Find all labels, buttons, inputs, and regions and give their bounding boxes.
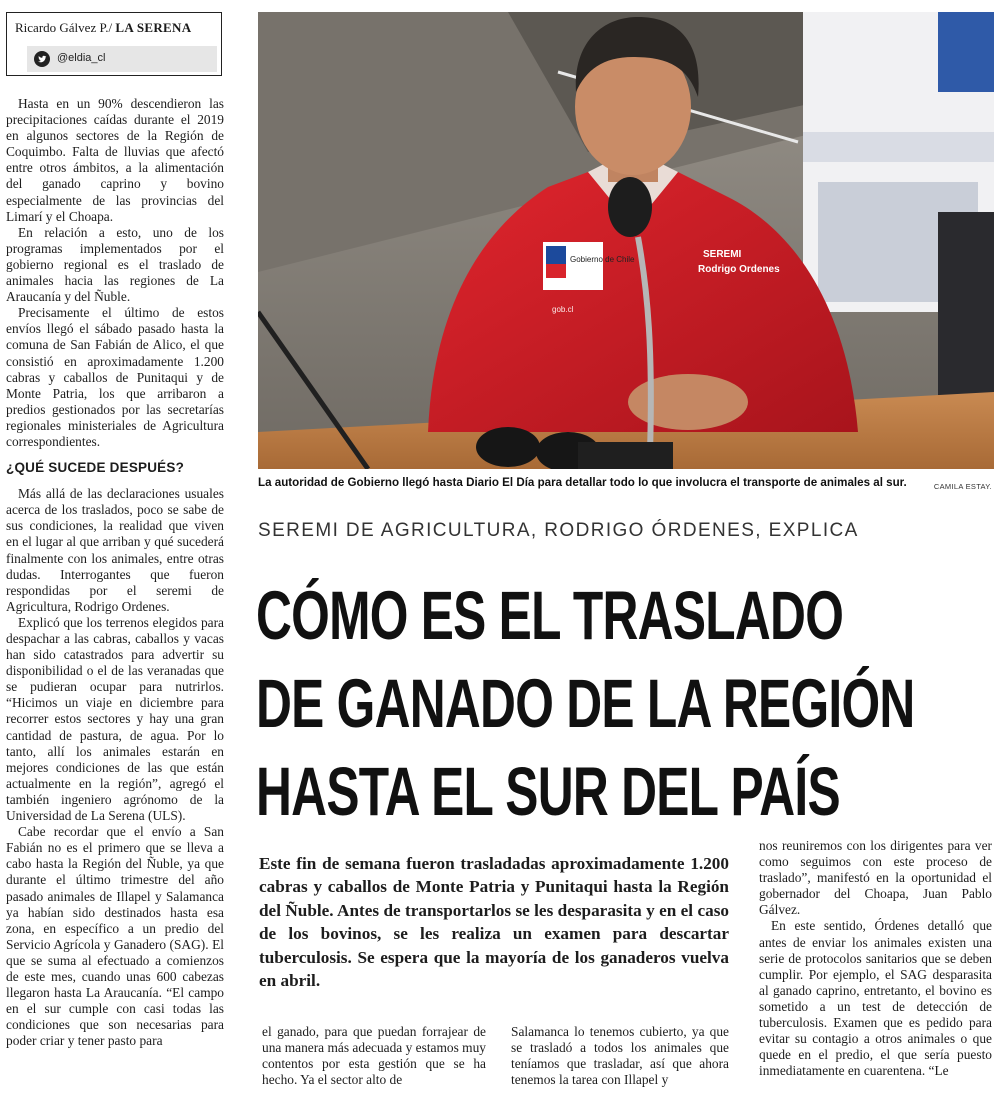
- headline: [256, 572, 915, 836]
- headline-line: DE GANADO DE LA REGIÓN: [256, 665, 915, 742]
- subheading: ¿QUÉ SUCEDE DESPUÉS?: [6, 460, 185, 476]
- paragraph: nos reuniremos con los dirigentes para ver como seguimos con este proceso de traslado”, manifestó en la oportunidad el gobernador del Choapa, Juan Pablo Gálvez.: [759, 838, 992, 918]
- paragraph: Hasta en un 90% descendieron las precipitaciones caídas durante el 2019 en algunos sectores de la Región de Coquimbo. Falta de lluvias que afectó entre otros ámbitos, a la alimentación del ganado caprino y bovino especialmente de las provincias del Limarí y el Choapa.: [6, 96, 224, 224]
- kicker: SEREMI DE AGRICULTURA, RODRIGO ÓRDENES, EXPLICA: [258, 520, 859, 541]
- jacket-name-line2: Rodrigo Ordenes: [698, 264, 780, 275]
- byline-box: [6, 12, 222, 76]
- photo-caption: La autoridad de Gobierno llegó hasta Diario El Día para detallar todo lo que involucra el transporte de animales al sur.: [258, 476, 907, 489]
- bottom-column-2: [511, 1024, 729, 1088]
- left-article-column: [6, 96, 224, 1049]
- paragraph: el ganado, para que puedan forrajear de una manera más adecuada y estamos muy contentos por esta gestión que se ha hecho. Ya el sector alto de: [262, 1024, 486, 1088]
- jacket-logo-text: Gobierno de Chile: [570, 255, 635, 264]
- twitter-bird-icon: [34, 51, 50, 67]
- paragraph: Más allá de las declaraciones usuales acerca de los traslados, poco se sabe de sus condiciones, la realidad que viven en el lugar al que arriban y qué sucederá finalmente con los animales, entre otras dudas. Interrogantes que fueron respondidas por el seremi de Agricultura, Rodrigo Ordenes.: [6, 486, 224, 614]
- photo-credit: CAMILA ESTAY.: [933, 482, 992, 491]
- headline-line: CÓMO ES EL TRASLADO: [256, 577, 844, 654]
- paragraph: Explicó que los terrenos elegidos para despachar a las cabras, caballos y vacas han sido catastrados para advertir su disponibilidad o el de las veranadas que se pudieran ocupar para nutrirlos. “Hicimos un viaje en diciembre para recorrer estos sectores y hay una gran cantidad de pastura, de agua. Por lo tanto, allí los animales estarán en mejores condiciones de las que están actualmente en la región”, agregó el también ingeniero agrónomo de la Universidad de La Serena (ULS).: [6, 614, 224, 824]
- paragraph: Cabe recordar que el envío a San Fabián no es el primero que se lleva a cabo hasta la Región del Ñuble, ya que durante el último trimestre del año pasado animales de Illapel y Salamanca ya habían sido destinados hasta esa zona, en específico a un predio del Servicio Agrícola y Ganadero (SAG). El que se suma al efectuado a comienzos de este mes, cuando unas 600 cabezas llegaron hasta La Araucanía. “El campo en el sur cumple con casi todas las condiciones que son necesarias para poder criar y tener pasto para: [6, 824, 224, 1049]
- right-article-column: [759, 838, 992, 1079]
- paragraph: Salamanca lo tenemos cubierto, ya que se trasladó a todos los animales que teníamos que trasladar, así que ahora tenemos la tarea con Illapel y: [511, 1024, 729, 1088]
- twitter-badge: [27, 46, 217, 72]
- author-name: Ricardo Gálvez P./: [15, 20, 113, 35]
- byline-location: LA SERENA: [115, 20, 192, 35]
- paragraph: Precisamente el último de estos envíos llegó el sábado pasado hasta la comuna de San Fabián de Alico, el que consistió en aproximadamente 1.200 cabras y caballos de Punitaqui y de Monte Patria, los que arribaron a predios gestionados por las secretarías regionales ministeriales de Agricultura correspondientes.: [6, 305, 224, 449]
- byline-author: [15, 20, 191, 36]
- paragraph: En este sentido, Órdenes detalló que antes de enviar los animales existen una serie de protocolos sanitarios que se deben cumplir. Por ejemplo, el SAG desparasita al ganado caprino, entretanto, el bovino es sometido a un test de detección de tuberculosis. Examen que es pedido para evitar su contagio a otros animales o que quede en el predio, el que sería puesto inmediatamente en cuarentena. “Le: [759, 918, 992, 1079]
- paragraph: En relación a esto, uno de los programas implementados por el gobierno regional es el traslado de animales hacia las regiones de La Araucanía y del Ñuble.: [6, 224, 224, 305]
- bottom-column-1: [262, 1024, 486, 1088]
- twitter-handle: @eldia_cl: [57, 52, 106, 64]
- jacket-url-text: gob.cl: [552, 305, 574, 314]
- jacket-name-line1: SEREMI: [703, 249, 742, 260]
- article-photo: [258, 12, 994, 469]
- lead-paragraph: Este fin de semana fueron trasladadas aproximadamente 1.200 cabras y caballos de Monte Patria y Punitaqui hasta la Región del Ñuble. Antes de transportarlos se les desparasita y en el caso de los bovinos, se les realiza un examen para descartar tuberculosis. Se espera que la mayoría de los ganaderos vuelva en abril.: [259, 854, 729, 991]
- headline-line: HASTA EL SUR DEL PAÍS: [256, 753, 840, 830]
